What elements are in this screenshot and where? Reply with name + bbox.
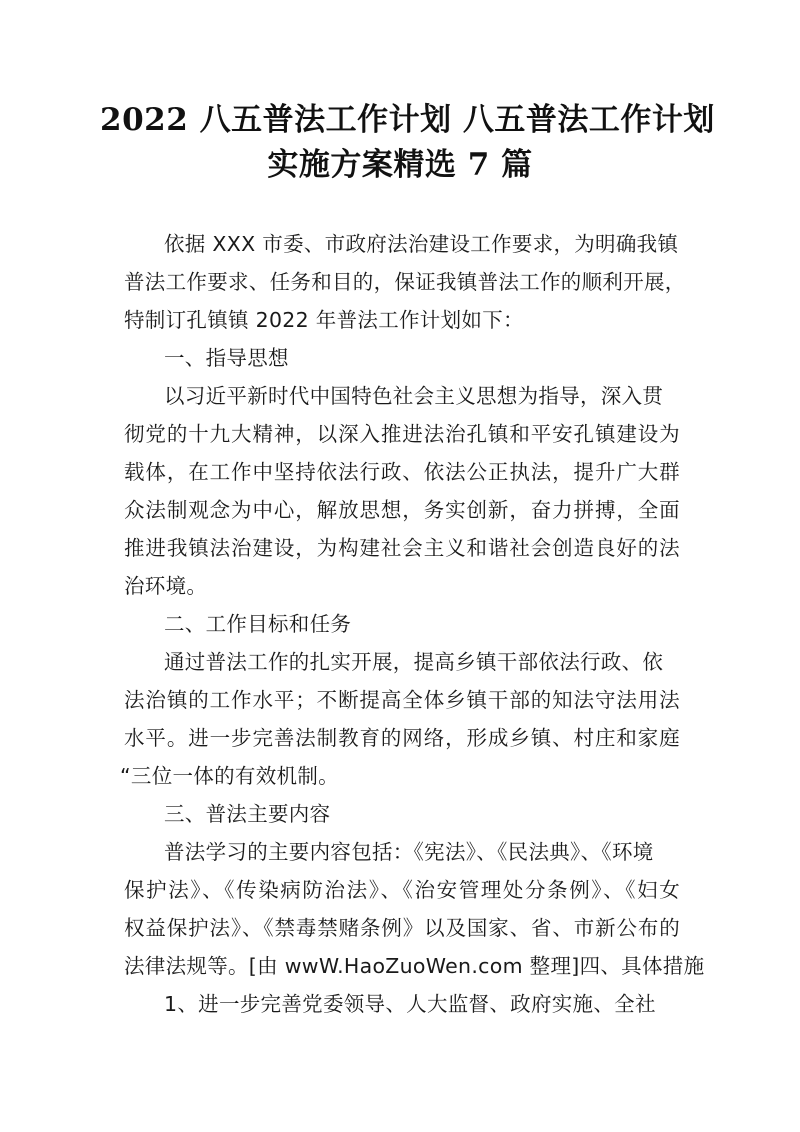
document-title-line-1: 2022 八五普法工作计划 八五普法工作计划	[100, 102, 715, 138]
paragraph-line: 众法制观念为中心，解放思想，务实创新，奋力拼搏，全面	[124, 498, 680, 522]
paragraph-line: 以习近平新时代中国特色社会主义思想为指导，深入贯	[164, 384, 664, 408]
section-heading: 三、普法主要内容	[164, 802, 331, 826]
paragraph-line: 水平。进一步完善法制教育的网络，形成乡镇、村庄和家庭	[124, 726, 680, 750]
paragraph-line: 法律法规等。[由 wwW.HaoZuoWen.com 整理]四、具体措施	[124, 954, 705, 978]
paragraph-line: 法治镇的工作水平；不断提高全体乡镇干部的知法守法用法	[124, 688, 680, 712]
paragraph-line: 通过普法工作的扎实开展，提高乡镇干部依法行政、依	[164, 650, 664, 674]
paragraph-line: 普法工作要求、任务和目的，保证我镇普法工作的顺利开展，	[124, 270, 686, 294]
paragraph-line: 彻党的十九大精神，以深入推进法治孔镇和平安孔镇建设为	[124, 422, 680, 446]
section-heading: 二、工作目标和任务	[164, 612, 352, 636]
paragraph-line: 权益保护法》、《禁毒禁赌条例》以及国家、省、市新公布的	[124, 916, 680, 940]
paragraph-line: 特制订孔镇镇 2022 年普法工作计划如下：	[124, 308, 524, 332]
paragraph-line: 推进我镇法治建设，为构建社会主义和谐社会创造良好的法	[124, 536, 680, 560]
paragraph-line: 普法学习的主要内容包括：《宪法》、《民法典》、《环境	[164, 840, 654, 864]
paragraph-line: 保护法》、《传染病防治法》、《治安管理处分条例》、《妇女	[124, 878, 680, 902]
paragraph-line: 依据 XXX 市委、市政府法治建设工作要求，为明确我镇	[164, 232, 679, 256]
paragraph-line: 治环境。	[124, 574, 208, 598]
paragraph-line: 载体，在工作中坚持依法行政、依法公正执法，提升广大群	[124, 460, 680, 484]
document-title-line-2: 实施方案精选 7 篇	[267, 147, 533, 183]
paragraph-line: “三位一体的有效机制。	[120, 764, 339, 788]
paragraph-line: 1、进一步完善党委领导、人大监督、政府实施、全社	[164, 992, 656, 1016]
section-heading: 一、指导思想	[164, 346, 289, 370]
